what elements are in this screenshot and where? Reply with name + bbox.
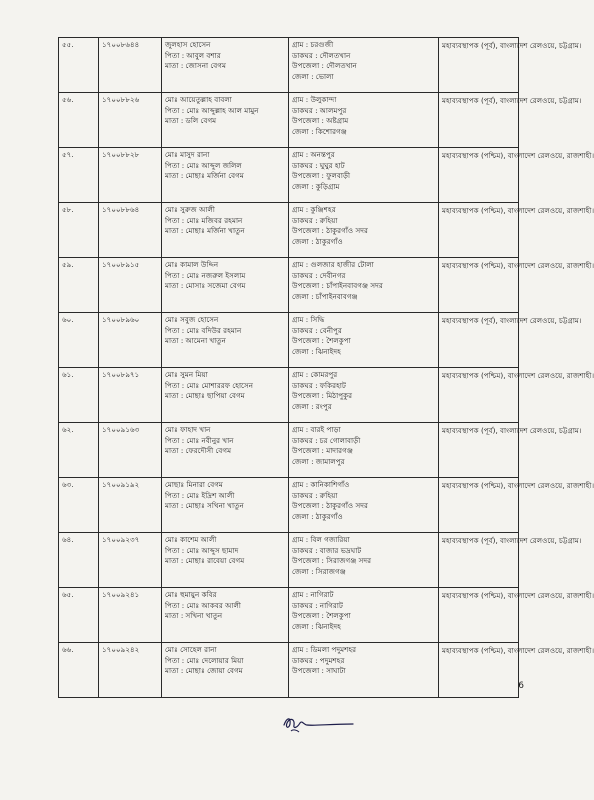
address-post: ডাকঘর : ঘুঘুর হাট [292,160,345,170]
address-cell [289,643,439,698]
table-row [59,643,519,698]
candidate-table [58,37,594,698]
table-row [59,533,519,588]
candidate-name: মোঃ সুরুজ আলী [165,205,215,214]
candidate-name: মোঃ হুমায়ুন কবির [165,590,217,599]
posting-office: মহাব্যবস্থাপক (পূর্ব), বাংলাদেশ রেলওয়ে, চট্টগ্রাম। [439,93,519,148]
candidate-mother: মাতা : মোছাঃ মর্জিনা বেগম [165,171,244,180]
address-village: গ্রাম : ডিমলা পদুমশহর [292,645,357,654]
address-district: জেলা : সিরাজগঞ্জ [292,566,346,576]
address-upazila: উপজেলা : সিরাজগঞ্জ সদর [292,556,372,565]
candidate-father: পিতা : মোঃ মজিবর রহমান [165,215,243,225]
table-row [59,258,519,313]
candidate-mother: মাতা : মোছাঃ জোয়া বেগম [165,666,243,675]
posting-office: মহাব্যবস্থাপক (পশ্চিম), বাংলাদেশ রেলওয়ে, রাজশাহী। [439,643,519,698]
name-cell [162,313,289,368]
address-village: গ্রাম : গুলজার হাজীর টোলা [292,260,374,269]
address-post: ডাকঘর : দৌলতখান [292,50,351,60]
address-village: গ্রাম : সিদ্ধি [292,315,325,324]
name-cell [162,643,289,698]
address-village: গ্রাম : কোমরপুর [292,370,338,379]
candidate-name: মোঃ মাসুদ রানা [165,150,210,159]
serial-number: ৬০. [59,313,99,368]
candidate-mother: মাতা : সখিনা খাতুন [165,611,223,620]
name-cell [162,203,289,258]
address-post: ডাকঘর : ফকিরহাট [292,380,346,390]
address-district: জেলা : ঠাকুরগাঁও [292,511,343,521]
address-post: ডাকঘর : দেবীনগর [292,270,346,280]
table-row [59,478,519,533]
candidate-name: মোঃ আয়েতুল্লাহ বাবলা [165,95,232,104]
address-district: জেলা : চাঁপাইনবাবগঞ্জ [292,291,358,301]
address-village: গ্রাম : চরগুজী [292,40,334,49]
serial-number: ৬২. [59,423,99,478]
roll-number: ১৭০০৯২৪১ [99,588,162,643]
address-post: ডাকঘর : বেনীপুর [292,325,342,335]
address-upazila: উপজেলা : মিঠাপুকুর [292,391,353,400]
address-cell [289,203,439,258]
address-village: গ্রাম : বিল গজারিয়া [292,535,350,544]
posting-office: মহাব্যবস্থাপক (পশ্চিম), বাংলাদেশ রেলওয়ে, রাজশাহী। [439,258,519,313]
address-post: ডাকঘর : রুহিয়া [292,490,338,500]
address-cell [289,533,439,588]
serial-number: ৬১. [59,368,99,423]
roll-number: ১৭০০৮৮২৮ [99,148,162,203]
roll-number: ১৭০০৮৯১৫ [99,258,162,313]
signature-icon [281,711,356,735]
address-upazila: উপজেলা : ঠাকুরগাঁও সদর [292,501,368,510]
candidate-father: পিতা : মোঃ দেলোয়ার মিয়া [165,655,244,665]
roll-number: ১৭০০৮৯৭১ [99,368,162,423]
address-post: ডাকঘর : নাগিরাট [292,600,343,610]
address-village: গ্রাম : বারই পাড়া [292,425,341,434]
address-cell [289,368,439,423]
address-district: জেলা : ঝিনাইদহ [292,346,341,356]
name-cell [162,258,289,313]
posting-office: মহাব্যবস্থাপক (পশ্চিম), বাংলাদেশ রেলওয়ে, রাজশাহী। [439,203,519,258]
roll-number: ১৭০০৯১৯২ [99,478,162,533]
address-upazila: উপজেলা : দৌলতখান [292,61,357,70]
posting-office: মহাব্যবস্থাপক (পূর্ব), বাংলাদেশ রেলওয়ে, চট্টগ্রাম। [439,533,519,588]
serial-number: ৫৫. [59,38,99,93]
candidate-father: পিতা : মোঃ আব্দুস ছামাদ [165,545,239,555]
candidate-name: মোঃ সুমন মিয়া [165,370,208,379]
table-row [59,148,519,203]
address-post: ডাকঘর : বাজার ভদ্রঘাট [292,545,362,555]
candidate-mother: মাতা : মোছাঃ রাবেয়া বেগম [165,556,245,565]
address-post: ডাকঘর : আলমপুর [292,105,347,115]
roll-number: ১৭০০৯২৩৭ [99,533,162,588]
candidate-mother: মাতা : মোছাঃ সখিনা খাতুন [165,501,244,510]
address-district: জেলা : কুড়িগ্রাম [292,181,340,191]
address-upazila: উপজেলা : শৈলকুপা [292,611,351,620]
roll-number: ১৭০০৮৬৪৪ [99,38,162,93]
candidate-name: মোঃ সবুজ হোসেন [165,315,219,324]
address-post: ডাকঘর : রুহিয়া [292,215,338,225]
table-row [59,38,519,93]
candidate-father: পিতা : আবুল বশার [165,50,221,60]
roll-number: ১৭০০৯১৬৩ [99,423,162,478]
address-village: গ্রাম : কানিকাশিগাঁও [292,480,350,489]
table-row [59,368,519,423]
candidate-name: মোঃ ফাহাদ খান [165,425,211,434]
address-cell [289,423,439,478]
candidate-mother: মাতা : আমেনা খাতুন [165,336,226,345]
posting-office: মহাব্যবস্থাপক (পূর্ব), বাংলাদেশ রেলওয়ে, চট্টগ্রাম। [439,38,519,93]
candidate-mother: মাতা : মোসাঃ সজেমা বেগম [165,281,246,290]
name-cell [162,478,289,533]
serial-number: ৬৪. [59,533,99,588]
table-row [59,203,519,258]
roll-number: ১৭০০৮৮২৬ [99,93,162,148]
candidate-father: পিতা : মোঃ ইদ্রিশ আলী [165,490,235,500]
posting-office: মহাব্যবস্থাপক (পূর্ব), বাংলাদেশ রেলওয়ে, চট্টগ্রাম। [439,313,519,368]
name-cell [162,148,289,203]
serial-number: ৫৯. [59,258,99,313]
address-upazila: উপজেলা : শৈলকুপা [292,336,351,345]
table-row [59,423,519,478]
serial-number: ৬৫. [59,588,99,643]
address-upazila: উপজেলা : চাঁপাইনবাবগঞ্জ সদর [292,281,383,290]
address-cell [289,313,439,368]
address-upazila: উপজেলা : অষ্টগ্রাম [292,116,349,125]
roll-number: ১৭০০৮৮৬৪ [99,203,162,258]
candidate-mother: মাতা : জোসনা বেগম [165,61,226,70]
address-upazila: উপজেলা : ফুলবাড়ী [292,171,351,180]
posting-office: মহাব্যবস্থাপক (পশ্চিম), বাংলাদেশ রেলওয়ে, রাজশাহী। [439,478,519,533]
posting-office: মহাব্যবস্থাপক (পূর্ব), বাংলাদেশ রেলওয়ে, চট্টগ্রাম। [439,423,519,478]
address-cell [289,588,439,643]
address-post: ডাকঘর : পদুমশহর [292,655,345,665]
candidate-mother: মাতা : মোছাঃ ছাপিয়া বেগম [165,391,245,400]
candidate-father: পিতা : মোঃ বদিউর রহমান [165,325,242,335]
address-district: জেলা : ঝিনাইদহ [292,621,341,631]
name-cell [162,423,289,478]
address-cell [289,478,439,533]
serial-number: ৬৩. [59,478,99,533]
candidate-name: জুলহাস হোসেন [165,40,211,49]
candidate-father: পিতা : মোঃ নজরুল ইসলাম [165,270,246,280]
serial-number: ৬৬. [59,643,99,698]
table-row [59,313,519,368]
page-number: 6 [518,681,524,691]
roll-number: ১৭০০৮৯৬০ [99,313,162,368]
candidate-father: পিতা : মোঃ মোশাররফ হোসেন [165,380,253,390]
address-cell [289,148,439,203]
address-cell [289,38,439,93]
address-upazila: উপজেলা : মাদারগঞ্জ [292,446,353,455]
name-cell [162,533,289,588]
address-district: জেলা : কিশোরগঞ্জ [292,126,347,136]
candidate-father: পিতা : মোঃ আব্দুল জলিল [165,160,242,170]
candidate-name: মোছাঃ মিনারা বেগম [165,480,223,489]
address-district: জেলা : রংপুর [292,401,332,411]
address-village: গ্রাম : কুঞ্জিশহর [292,205,336,214]
name-cell [162,38,289,93]
posting-office: মহাব্যবস্থাপক (পশ্চিম), বাংলাদেশ রেলওয়ে, রাজশাহী। [439,368,519,423]
candidate-father: পিতা : মোঃ নবীনুর খান [165,435,234,445]
address-district: জেলা : ঠাকুরগাঁও [292,236,343,246]
name-cell [162,588,289,643]
address-village: গ্রাম : অনন্তপুর [292,150,335,159]
name-cell [162,368,289,423]
candidate-father: পিতা : মোঃ আকবর আলী [165,600,241,610]
address-village: গ্রাম : উলুকান্দা [292,95,337,104]
candidate-mother: মাতা : ডলি বেগম [165,116,217,125]
address-cell [289,93,439,148]
serial-number: ৫৮. [59,203,99,258]
posting-office: মহাব্যবস্থাপক (পশ্চিম), বাংলাদেশ রেলওয়ে, রাজশাহী। [439,148,519,203]
address-village: গ্রাম : নাগিরাট [292,590,334,599]
address-district: জেলা : জামালপুর [292,456,345,466]
candidate-father: পিতা : মোঃ আব্দুল্লাহ আল মামুন [165,105,259,115]
posting-office: মহাব্যবস্থাপক (পশ্চিম), বাংলাদেশ রেলওয়ে, রাজশাহী। [439,588,519,643]
candidate-mother: মাতা : মোছাঃ মর্জিনা খাতুন [165,226,245,235]
candidate-name: মোঃ কাশেম আলী [165,535,217,544]
candidate-mother: মাতা : ফেরদৌসী বেগম [165,446,232,455]
address-post: ডাকঘর : চর গোলাবাড়ী [292,435,361,445]
address-district: জেলা : ভোলা [292,71,334,81]
name-cell [162,93,289,148]
serial-number: ৫৬. [59,93,99,148]
address-upazila: উপজেলা : ঠাকুরগাঁও সদর [292,226,368,235]
serial-number: ৫৭. [59,148,99,203]
table-row [59,93,519,148]
table-row [59,588,519,643]
candidate-name: মোঃ কামাল উদ্দিন [165,260,219,269]
roll-number: ১৭০০৯২৪২ [99,643,162,698]
address-cell [289,258,439,313]
candidate-name: মোঃ সোহেল রানা [165,645,217,654]
address-upazila: উপজেলা : সাঘাটা [292,666,346,675]
